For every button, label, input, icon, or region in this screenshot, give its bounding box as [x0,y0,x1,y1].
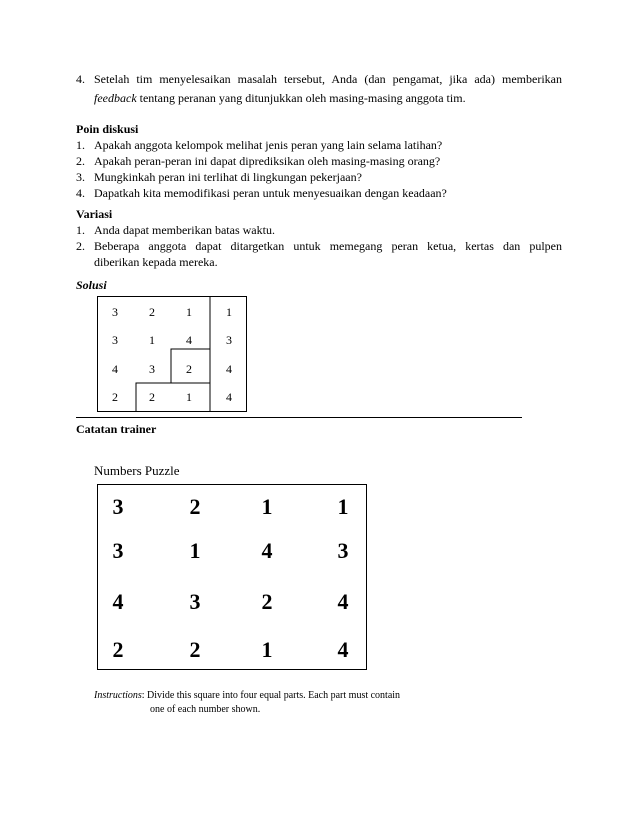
list-item-text: Apakah peran-peran ini dapat diprediksikan oleh masing-masing orang? [94,154,441,168]
step-number: 4. [76,72,85,86]
list-item-number: 2. [76,239,85,253]
solution-cell: 2 [186,362,192,376]
solution-cell: 1 [226,305,232,319]
puzzle-title: Numbers Puzzle [94,463,180,478]
list-item-text-line-1: Beberapa anggota dapat ditargetkan untuk memegang peran ketua, kertas dan pulpen [94,239,562,253]
puzzle-instructions-line-1 [94,690,400,702]
puzzle-cell: 1 [261,494,273,519]
solution-cell: 4 [226,390,232,404]
puzzle-cell: 2 [112,637,124,662]
puzzle-cell: 1 [261,637,273,662]
solution-cell: 1 [186,390,192,404]
puzzle-cell: 2 [189,637,201,662]
feedback-term: feedback [94,91,137,105]
solution-cell: 3 [149,362,155,376]
solution-grid [97,296,247,412]
variasi-heading: Variasi [76,207,113,221]
solution-cell: 3 [112,305,118,319]
poin-diskusi-heading: Poin diskusi [76,122,139,136]
step-text-line-1: Setelah tim menyelesaikan masalah tersebut, Anda (dan pengamat, jika ada) memberikan [94,72,562,86]
solution-cell: 3 [112,333,118,347]
step-text-line-2-rest: tentang peranan yang ditunjukkan oleh masing-masing anggota tim. [136,91,466,105]
instructions-text: : Divide this square into four equal parts. Each part must contain [141,690,401,701]
list-item: 2. [76,154,85,168]
puzzle-cell: 4 [261,538,273,563]
solution-cell: 1 [149,333,155,347]
list-item-text: Anda dapat memberikan batas waktu. [94,223,275,237]
section-divider [76,417,522,418]
puzzle-cell: 4 [337,589,349,614]
puzzle-cell: 2 [189,494,201,519]
puzzle-cell: 3 [337,538,349,563]
list-item-text: Apakah anggota kelompok melihat jenis peran yang lain selama latihan? [94,138,443,152]
puzzle-cell: 4 [337,637,349,662]
puzzle-cell: 1 [337,494,349,519]
list-item-text: Dapatkah kita memodifikasi peran untuk menyesuaikan dengan keadaan? [94,186,447,200]
puzzle-cell: 3 [189,589,201,614]
list-item: 1. [76,138,85,152]
list-item: 3. [76,170,85,184]
puzzle-cell: 1 [189,538,201,563]
step-text-line-2 [94,91,466,105]
instructions-label: Instructions [94,690,142,701]
list-item-number: 1. [76,223,85,237]
puzzle-instructions-line-2: one of each number shown. [150,704,261,715]
puzzle-cell: 3 [112,494,124,519]
solution-cell: 4 [186,333,192,347]
list-item-text-line-2: diberikan kepada mereka. [94,255,218,269]
solution-cell: 2 [149,390,155,404]
solusi-heading: Solusi [76,278,107,292]
puzzle-cell: 4 [112,589,124,614]
numbers-puzzle-grid [97,484,367,670]
list-item: 4. [76,186,85,200]
solution-cell: 3 [226,333,232,347]
solution-cell: 4 [112,362,118,376]
puzzle-cell: 2 [261,589,273,614]
catatan-trainer-heading: Catatan trainer [76,422,157,436]
solution-cell: 1 [186,305,192,319]
puzzle-cell: 3 [112,538,124,563]
solution-cell: 4 [226,362,232,376]
list-item-text: Mungkinkah peran ini terlihat di lingkungan pekerjaan? [94,170,362,184]
solution-cell: 2 [149,305,155,319]
solution-cell: 2 [112,390,118,404]
